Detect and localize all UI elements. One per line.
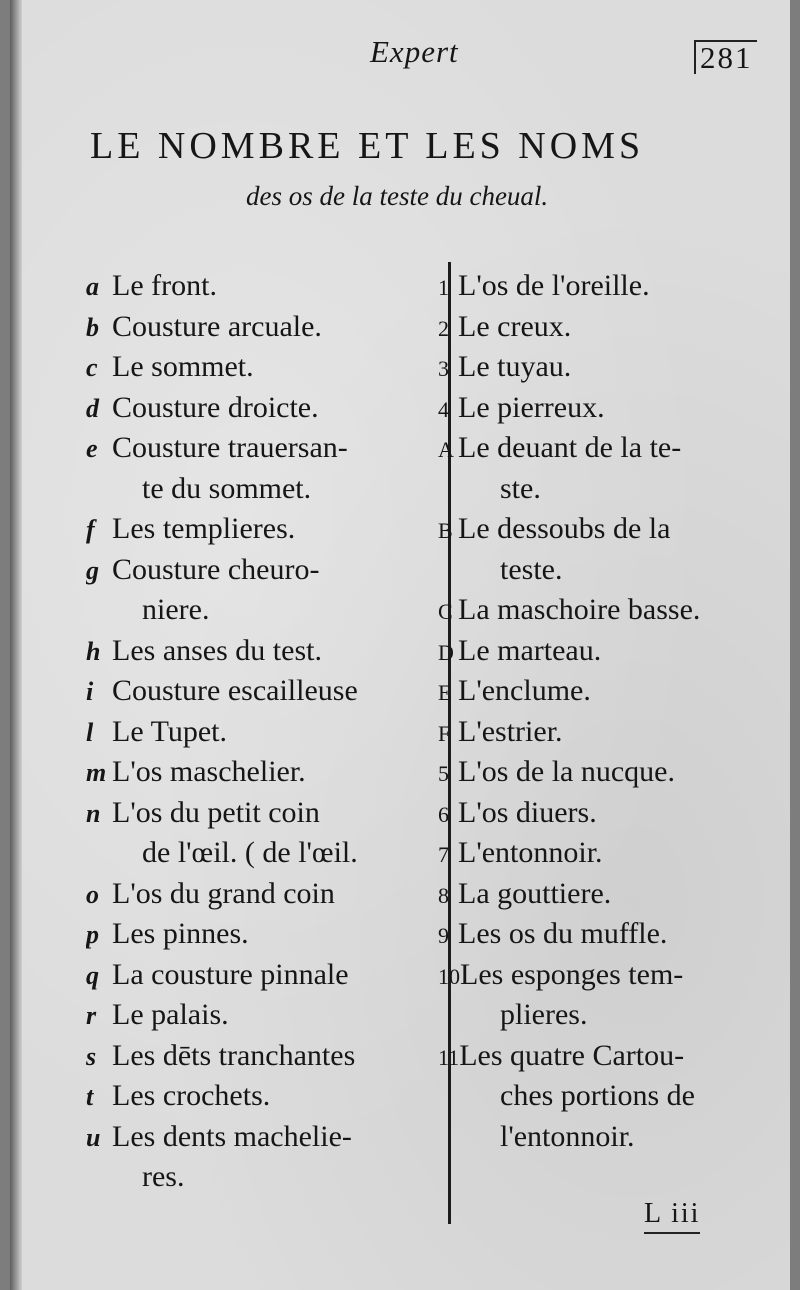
item-text: ste. — [500, 471, 541, 505]
list-item — [430, 347, 790, 388]
list-item — [86, 550, 441, 591]
item-text: Les os du muffle. — [458, 917, 668, 950]
list-item — [430, 955, 790, 996]
item-text: Les quatre Cartou- — [459, 1038, 685, 1072]
list-item — [86, 590, 441, 631]
item-text: L'os maschelier. — [112, 755, 306, 788]
list-item — [430, 1036, 790, 1077]
list-item — [430, 307, 790, 348]
item-marker: p — [86, 920, 99, 949]
list-item — [430, 550, 790, 591]
item-text: Le deuant de la te- — [458, 431, 682, 464]
item-text: res. — [142, 1160, 185, 1193]
page-subtitle: des os de la teste du cheual. — [246, 181, 549, 211]
item-marker: 11 — [438, 1044, 460, 1070]
item-text: Cousture cheuro- — [112, 552, 320, 586]
item-text: La maschoire basse. — [458, 593, 701, 626]
item-text: Cousture escailleuse — [112, 674, 358, 707]
item-text: Le pierreux. — [458, 390, 605, 424]
list-item — [430, 712, 790, 753]
item-text: Les crochets. — [112, 1079, 271, 1112]
item-text: L'estrier. — [458, 714, 563, 748]
list-item — [430, 752, 790, 793]
item-text: Cousture arcuale. — [112, 309, 322, 343]
item-marker: 4 — [438, 396, 449, 422]
list-item — [430, 914, 790, 955]
item-marker: l — [86, 717, 94, 747]
item-text: ches portions de — [500, 1079, 695, 1112]
item-marker: 7 — [438, 842, 449, 867]
item-text: L'entonnoir. — [458, 836, 603, 869]
left-column — [86, 266, 441, 1198]
item-marker: 6 — [438, 801, 449, 827]
list-item — [430, 590, 790, 631]
item-text: l'entonnoir. — [500, 1119, 635, 1153]
item-marker: d — [86, 393, 99, 423]
item-text: L'enclume. — [458, 674, 591, 707]
item-text: Le sommet. — [112, 350, 254, 383]
list-item — [86, 388, 441, 429]
item-text: L'os diuers. — [458, 795, 597, 829]
list-item — [86, 1036, 441, 1077]
list-item — [430, 388, 790, 429]
item-marker: 10 — [438, 963, 460, 989]
item-text: Le dessoubs de la — [458, 512, 671, 545]
item-text: Le tuyau. — [458, 350, 572, 383]
item-text: L'os de la nucque. — [458, 755, 676, 788]
item-marker: 1 — [438, 275, 449, 300]
item-text: de l'œil. ( de l'œil. — [142, 836, 358, 869]
book-page — [10, 0, 790, 1290]
list-item — [86, 955, 441, 996]
list-item — [430, 428, 790, 469]
item-text: teste. — [500, 552, 563, 586]
list-item — [430, 1117, 790, 1158]
item-marker: B — [438, 518, 453, 543]
item-text: L'os du grand coin — [112, 876, 335, 910]
list-item — [430, 995, 790, 1036]
item-text: te du sommet. — [142, 471, 312, 505]
running-head: Expert — [370, 34, 459, 69]
item-marker: m — [86, 758, 107, 787]
list-item — [430, 874, 790, 915]
item-text: Les esponges tem- — [460, 957, 684, 991]
list-item — [86, 509, 441, 550]
item-text: Les pinnes. — [112, 917, 249, 950]
list-item — [86, 874, 441, 915]
item-marker: q — [86, 960, 99, 990]
item-marker: e — [86, 434, 98, 463]
list-item — [430, 266, 790, 307]
item-marker: 3 — [438, 356, 449, 381]
list-item — [86, 914, 441, 955]
list-item — [86, 347, 441, 388]
item-text: Le palais. — [112, 998, 229, 1031]
list-item — [86, 1117, 441, 1158]
item-marker: E — [438, 680, 452, 705]
item-marker: C — [438, 599, 453, 624]
item-marker: o — [86, 879, 99, 909]
list-item — [430, 793, 790, 834]
item-text: plieres. — [500, 998, 588, 1031]
item-marker: A — [438, 437, 454, 462]
item-marker: s — [86, 1041, 97, 1071]
list-item — [86, 671, 441, 712]
list-item — [86, 1157, 441, 1198]
list-item — [430, 469, 790, 510]
item-marker: 8 — [438, 882, 449, 908]
item-marker: h — [86, 636, 101, 666]
item-text: L'os de l'oreille. — [458, 269, 650, 302]
page-number: 281 — [694, 40, 757, 74]
page-gutter-shadow — [10, 0, 22, 1290]
item-text: La cousture pinnale — [112, 957, 349, 991]
item-marker: r — [86, 1001, 97, 1030]
list-item — [86, 1076, 441, 1117]
list-item — [86, 631, 441, 672]
list-item — [86, 712, 441, 753]
list-item — [86, 307, 441, 348]
item-text: Le Tupet. — [112, 714, 228, 748]
item-text: Les dents machelie- — [112, 1119, 352, 1153]
item-text: Les templieres. — [112, 512, 296, 545]
signature-mark: L iii — [644, 1198, 700, 1234]
list-item — [86, 469, 441, 510]
item-marker: D — [438, 639, 454, 665]
list-item — [86, 793, 441, 834]
item-marker: c — [86, 353, 98, 382]
list-item — [86, 833, 441, 874]
item-marker: 2 — [438, 315, 449, 341]
item-marker: f — [86, 515, 95, 544]
list-item — [430, 833, 790, 874]
item-marker: t — [86, 1082, 94, 1111]
right-column — [430, 266, 790, 1157]
item-marker: g — [86, 555, 99, 585]
item-text: Cousture droicte. — [112, 390, 319, 424]
item-marker: F — [438, 720, 451, 746]
item-marker: u — [86, 1122, 101, 1152]
list-item — [430, 671, 790, 712]
item-text: Le front. — [112, 269, 217, 302]
list-item — [430, 631, 790, 672]
list-item — [86, 752, 441, 793]
item-marker: i — [86, 677, 94, 706]
item-text: Les anses du test. — [112, 633, 322, 667]
list-item — [86, 266, 441, 307]
item-text: Les dēts tranchantes — [112, 1038, 356, 1072]
item-text: La gouttiere. — [458, 876, 612, 910]
item-marker: a — [86, 272, 99, 301]
item-text: Cousture trauersan- — [112, 431, 348, 464]
list-item — [430, 509, 790, 550]
item-marker: 5 — [438, 761, 449, 786]
item-marker: b — [86, 312, 99, 342]
page-title: LE NOMBRE ET LES NOMS — [90, 125, 645, 167]
item-marker: n — [86, 798, 101, 828]
item-text: Le creux. — [458, 309, 572, 343]
item-text: niere. — [142, 593, 210, 626]
list-item — [86, 995, 441, 1036]
item-text: Le marteau. — [458, 633, 602, 667]
list-item — [430, 1076, 790, 1117]
item-text: L'os du petit coin — [112, 795, 320, 829]
list-item — [86, 428, 441, 469]
item-marker: 9 — [438, 923, 449, 948]
